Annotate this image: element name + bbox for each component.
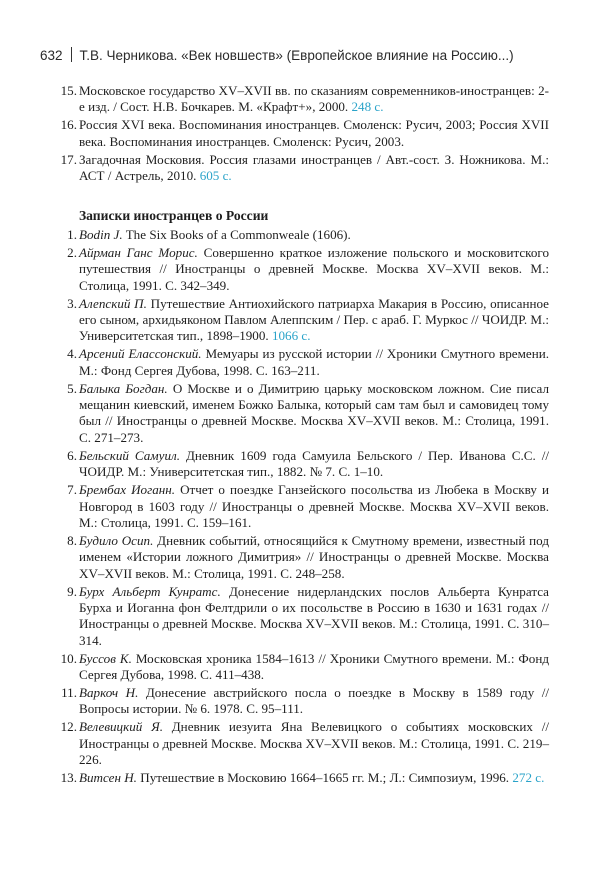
bibliography-entry	[57, 296, 549, 345]
entry-text: Донесение нидерландских послов Альберта Кунратса Бурха и Иоганна фон Фелтдрили о их посольстве в Россию в 1630 и 1631 годах // Иностранцы о древней Москве. Москва XV–XVII веков. М.: Столица, 1991. С. 310–314.	[79, 583, 549, 648]
entry-text: Донесение австрийского посла о поездке в Москву в 1589 году // Вопросы истории. № 6. 1978. С. 95–111.	[79, 684, 549, 717]
entry-text: Московская хроника 1584–1613 // Хроники Смутного времени. М.: Фонд Сергея Дубова, 1998. С. 411–438.	[79, 650, 549, 683]
bibliography-entry	[57, 584, 549, 650]
entry-text: Загадочная Московия. Россия глазами иностранцев / Авт.-сост. З. Ножникова. М.: АСТ / Астрель, 2010.	[79, 151, 549, 184]
bibliography-entry	[57, 533, 549, 582]
entry-number: 11.	[61, 684, 77, 700]
running-title: Т.В. Черникова. «Век новшеств» (Европейское влияние на Россию...)	[79, 48, 514, 63]
entry-author: Балыка Богдан.	[79, 380, 168, 396]
bibliography-entry	[57, 448, 549, 481]
entry-number: 17.	[60, 151, 77, 167]
entry-author: Буссов К.	[79, 650, 132, 666]
entry-number: 9.	[67, 583, 77, 599]
entry-author: Будило Осип.	[79, 532, 154, 548]
entry-text: Совершенно краткое изложение польского и московитского путешествия // Иностранцы о древней Москве. Москва XV–XVII веков. М.: Столица, 1991. С. 342–349.	[79, 244, 550, 293]
entry-author: Бельский Самуил.	[79, 447, 180, 463]
entry-author: Брембах Иоганн.	[79, 482, 176, 498]
entry-text: The Six Books of a Commonweale (1606).	[125, 227, 351, 242]
entry-number: 10.	[60, 650, 77, 666]
bibliography-entry	[57, 245, 549, 294]
entry-author: Бурх Альберт Кунратс.	[79, 583, 221, 599]
entry-number: 2.	[67, 244, 77, 260]
entry-text: Дневник иезуита Яна Велевицкого о событиях московских // Иностранцы о древней Москве. Москва XV–XVII веков. М.: Столица, 1991. С. 219–226.	[79, 719, 549, 768]
entry-page-count: 248 с.	[351, 99, 384, 115]
bibliography-entry	[57, 719, 549, 768]
entry-text: Дневник 1609 года Самуила Бельского / Пер. Иванова С.С. // ЧОИДР. М.: Университетская тип., 1882. № 7. С. 1–10.	[79, 447, 550, 480]
entry-number: 12.	[60, 719, 77, 735]
entry-author: Велевицкий Я.	[79, 719, 163, 735]
entry-number: 5.	[67, 380, 77, 396]
entry-author: Bodin J.	[79, 227, 123, 242]
bibliography-entry	[57, 651, 549, 684]
bibliography-entry	[57, 152, 549, 185]
bibliography-entry	[57, 227, 549, 243]
bibliography-entry	[57, 685, 549, 718]
running-header	[40, 47, 560, 63]
entry-author: Варкоч Н.	[79, 684, 139, 700]
entry-text: Дневник событий, относящийся к Смутному времени, известный под именем «Истории ложного Димитрия» // Иностранцы о древней Москве. Москва XV–XVII веков. М.: Столица, 1991. С. 248–258.	[79, 532, 549, 581]
entry-page-count: 1066 с.	[271, 328, 311, 344]
entry-page-count: 272 с.	[512, 770, 545, 785]
entry-number: 13.	[60, 770, 77, 785]
entry-text: Московское государство XV–XVII вв. по сказаниям современников-иностранцев: 2-е изд. / Сост. Н.В. Бочкарев. М. «Крафт+», 2000.	[79, 83, 549, 115]
entry-number: 6.	[67, 447, 77, 463]
entry-text: Россия XVI века. Воспоминания иностранцев. Смоленск: Русич, 2003; Россия XVII века. Воспоминания иностранцев. Смоленск: Русич, 2003.	[79, 117, 549, 149]
entry-number: 8.	[67, 532, 77, 548]
entry-text: Отчет о поездке Ганзейского посольства из Любека в Москву и Новгород в 1603 году // Иностранцы о древней Москве. Москва XV–XVII веков. М.: Столица, 1991. С. 159–161.	[79, 482, 549, 530]
bibliography-list-continued	[57, 83, 549, 186]
entry-author: Арсений Елассонский.	[79, 346, 202, 362]
header-divider	[71, 47, 72, 62]
bibliography-entry	[57, 83, 549, 116]
bibliography-list-foreign-notes	[57, 227, 549, 788]
bibliography-entry	[57, 381, 549, 447]
entry-author: Алепский П.	[79, 295, 147, 311]
entry-number: 16.	[60, 117, 77, 133]
entry-page-count: 605 с.	[199, 168, 232, 184]
entry-number: 1.	[67, 227, 77, 242]
entry-number: 3.	[67, 295, 77, 311]
entry-number: 15.	[60, 83, 77, 98]
entry-author: Айрман Ганс Морис.	[79, 244, 198, 260]
entry-number: 7.	[67, 482, 77, 498]
entry-text: Мемуары из русской истории // Хроники Смутного времени. М.: Фонд Сергея Дубова, 1998. С. 163–211.	[79, 346, 549, 378]
entry-text: Путешествие в Московию 1664–1665 гг. М.; Л.: Симпозиум, 1996.	[140, 770, 510, 785]
bibliography-entry	[57, 770, 549, 786]
bibliography-entry	[57, 117, 549, 150]
bibliography-entry	[57, 482, 549, 531]
entry-author: Витсен Н.	[79, 770, 137, 785]
page-number: 632	[40, 48, 63, 63]
bibliography-entry	[57, 346, 549, 379]
section-title: Записки иностранцев о России	[79, 208, 269, 223]
entry-text: Путешествие Антиохийского патриарха Макария в Россию, описанное его сыном, архидьяконом Павлом Алеппским / Пер. с араб. Г. Муркос // ЧОИДР. М.: Университетская тип., 1898–1900.	[79, 295, 549, 344]
entry-number: 4.	[67, 346, 77, 362]
entry-text: О Москве и о Димитрию царьку московском ложном. Сие писал мещанин киевский, именем Божко Балыка, который сам там был и самовидец тому был // Иностранцы о древней Москве. Москва XV–XVII веков. М.: Столица, 1991. С. 271–273.	[79, 380, 549, 445]
